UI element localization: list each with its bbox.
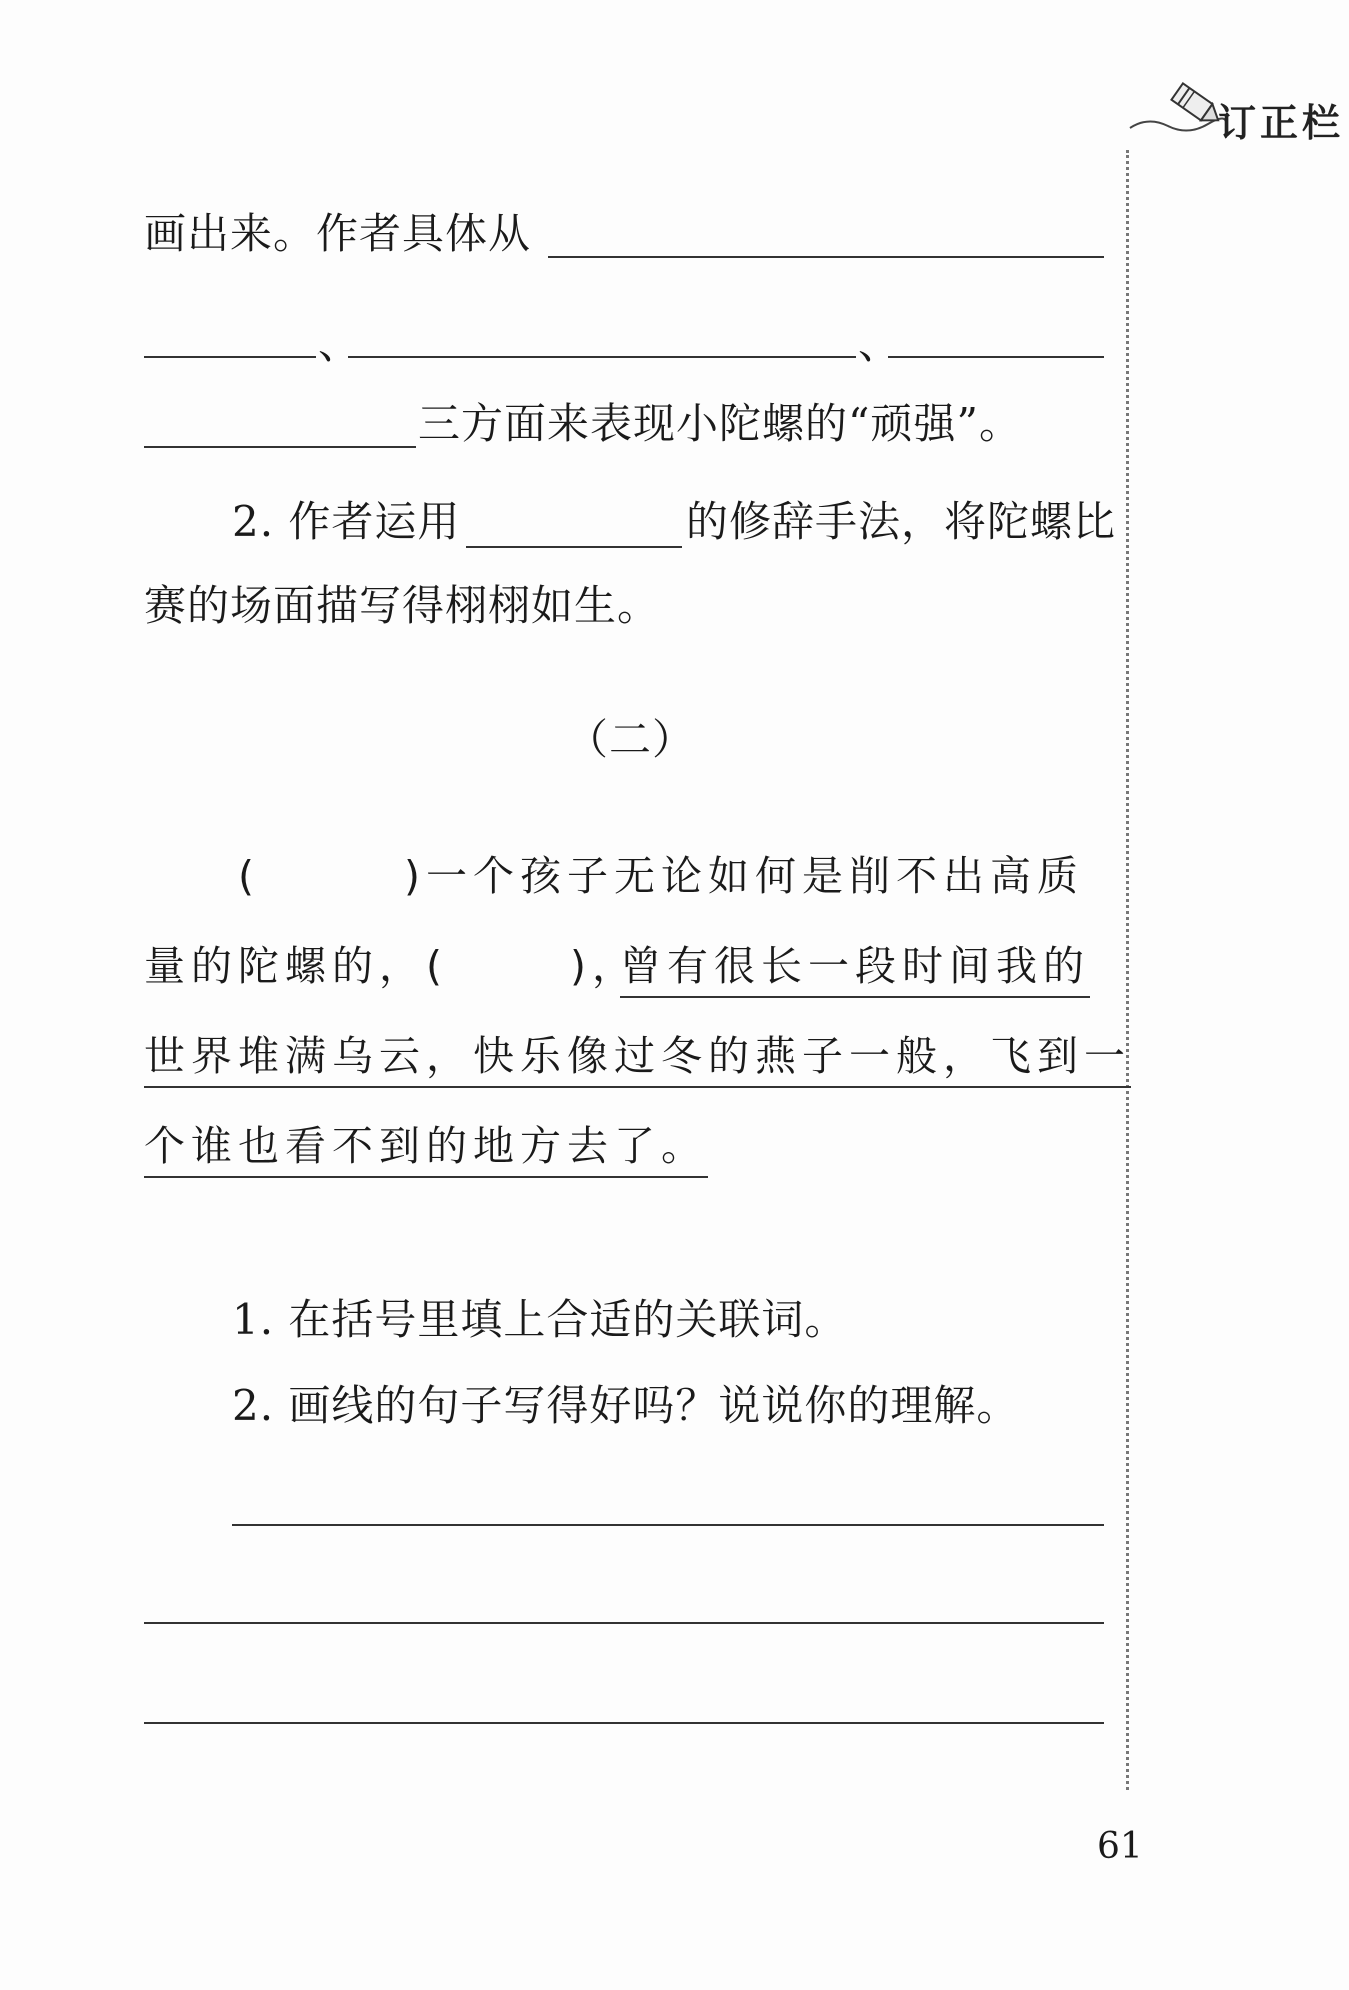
q1-answer-blank-3[interactable] xyxy=(348,356,856,358)
section-two-title: （二） xyxy=(566,715,696,764)
q2-suffix-text: 的修辞手法，将陀螺比 xyxy=(686,497,1117,546)
answer-line-1[interactable] xyxy=(232,1524,1104,1526)
page-number: 61 xyxy=(1097,1826,1143,1867)
correction-column-label: 订正栏 xyxy=(1218,101,1345,145)
passage-underlined-sentence-part-2: 世界堆满乌云，快乐像过冬的燕子一般，飞到一 xyxy=(144,1030,1131,1088)
passage-underlined-sentence-part-1: 曾有很长一段时间我的 xyxy=(620,940,1090,998)
passage-line2-start: 量的陀螺的，( xyxy=(144,942,448,990)
passage-line1-text: )一个孩子无论如何是削不出高质 xyxy=(404,852,1084,900)
q1-separator-1: 、 xyxy=(318,319,362,368)
q1-answer-blank-2[interactable] xyxy=(144,356,316,358)
passage-line2-close: )， xyxy=(570,942,639,990)
q2-prefix-text: 2. 作者运用 xyxy=(232,497,461,546)
q2-answer-blank[interactable] xyxy=(466,546,682,548)
q1-answer-blank-1[interactable] xyxy=(548,256,1104,258)
q1-answer-blank-4[interactable] xyxy=(888,356,1104,358)
q1-answer-blank-5[interactable] xyxy=(144,446,416,448)
passage-blank-2[interactable] xyxy=(418,992,568,994)
section-two-question-1: 1. 在括号里填上合适的关联词。 xyxy=(232,1295,848,1344)
passage-underlined-sentence-part-3: 个谁也看不到的地方去了。 xyxy=(144,1120,708,1178)
q1-line3-text: 三方面来表现小陀螺的“顽强”。 xyxy=(418,399,1022,448)
answer-line-3[interactable] xyxy=(144,1722,1104,1724)
pencil-icon xyxy=(1128,76,1228,136)
passage-open-paren: ( xyxy=(238,852,260,900)
q1-line1-text: 画出来。作者具体从 xyxy=(144,209,532,258)
passage-blank-1[interactable] xyxy=(264,902,402,904)
q2-line2-text: 赛的场面描写得栩栩如生。 xyxy=(144,581,661,630)
q1-separator-2: 、 xyxy=(858,319,902,368)
answer-line-2[interactable] xyxy=(144,1622,1104,1624)
correction-column-divider xyxy=(1126,150,1129,1790)
section-two-question-2: 2. 画线的句子写得好吗？说说你的理解。 xyxy=(232,1381,1020,1430)
